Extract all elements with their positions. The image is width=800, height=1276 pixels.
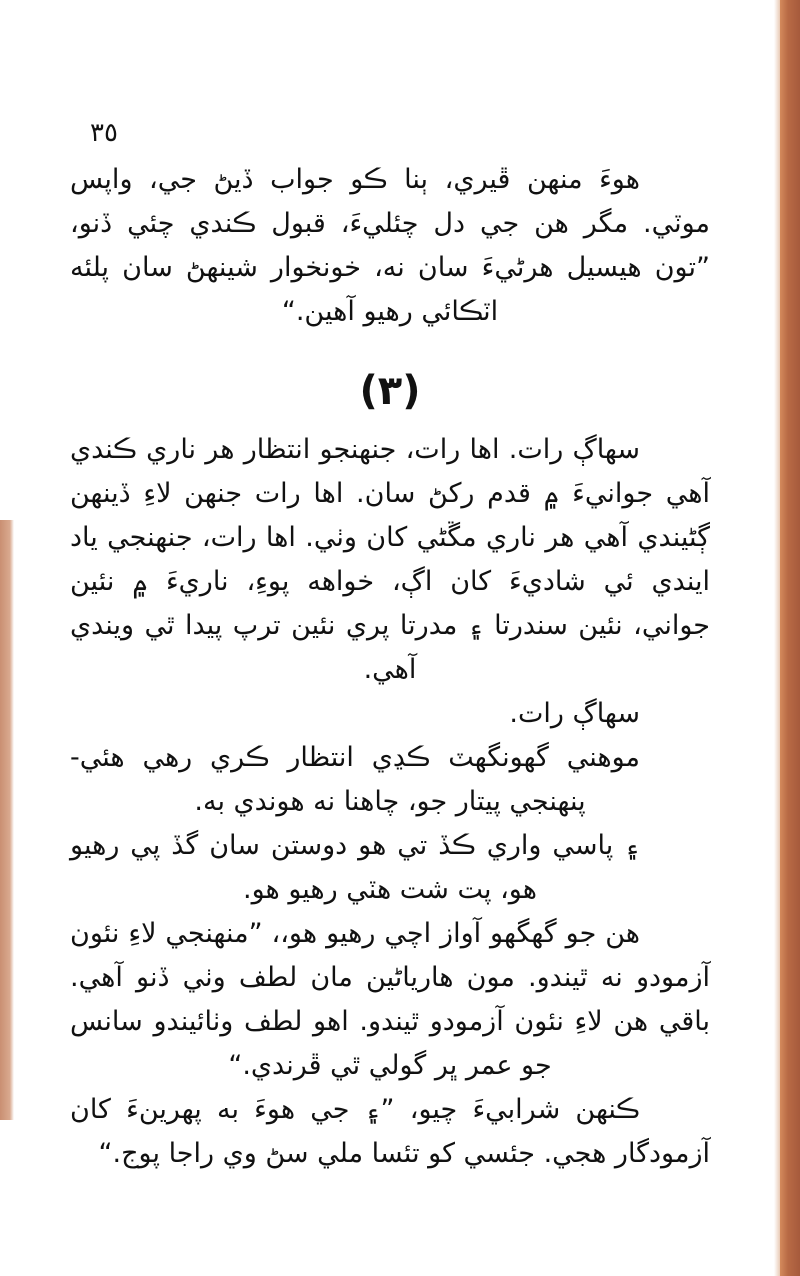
page-left-edge xyxy=(0,520,14,1120)
page-number: ٣٥ xyxy=(90,118,118,148)
chapter-heading: (٣) xyxy=(359,368,421,414)
paragraph: ڪنهن شرابيءَ چيو، ”۽ جي هوءَ به پهرينءَ کان آزمودگار هجي. جئسي کو تئسا ملي سڻ وي راجا پوج.“ xyxy=(70,1094,710,1169)
section-1-text xyxy=(70,158,710,334)
book-spine-edge xyxy=(780,0,800,1276)
paragraph: سهاڳ رات. اها رات، جنهنجو انتظار هر ناري ڪندي آهي جوانيءَ ۾ قدم رکڻ سان. اها رات جنهن لاءِ ڏينهن ڳڻيندي آهي هر ناري مڱڻي کان وٺي. اها رات، جنهنجي ياد ايندي ئي شاديءَ کان اڳ، خواهه پوءِ، ناريءَ ۾ نئين جواني، نئين سندرتا ۽ مدرتا پري نئين ترپ پيدا ٿي ويندي آهي. xyxy=(70,434,710,685)
paragraph: موهني گهونگهٽ ڪڍي انتظار ڪري رهي هئي- پنهنجي پيتار جو، چاهنا نه هوندي به. xyxy=(70,742,640,817)
paragraph: هوءَ منهن ڦيري، ٻنا ڪو جواب ڏيڻ جي، واپس موٽي. مگر هن جي دل چئليءَ، قبول ڪندي چئي ڏنو، ”تون هيسيل هرڻيءَ سان نه، خونخوار شينهڻ سان پلئه اٽڪائي رهيو آهين.“ xyxy=(70,164,710,327)
paragraph: سهاڳ رات. xyxy=(509,698,640,729)
paragraph: هن جو گهگهو آواز اچي رهيو هو،، ”منهنجي لاءِ نئون آزمودو نه ٿيندو. مون هارياڻين مان لطف وٺي ڏنو آهي. باقي هن لاءِ نئون آزمودو ٿيندو. اهو لطف وٺائيندو سانس جو عمر ڀر گولي ٿي ڦرندي.“ xyxy=(70,918,710,1081)
paragraph: ۽ پاسي واري ڪڏ تي هو دوستن سان گڏ پي رهيو هو، پت شت هٽي رهيو هو. xyxy=(70,830,640,905)
section-2-text xyxy=(70,428,710,1176)
